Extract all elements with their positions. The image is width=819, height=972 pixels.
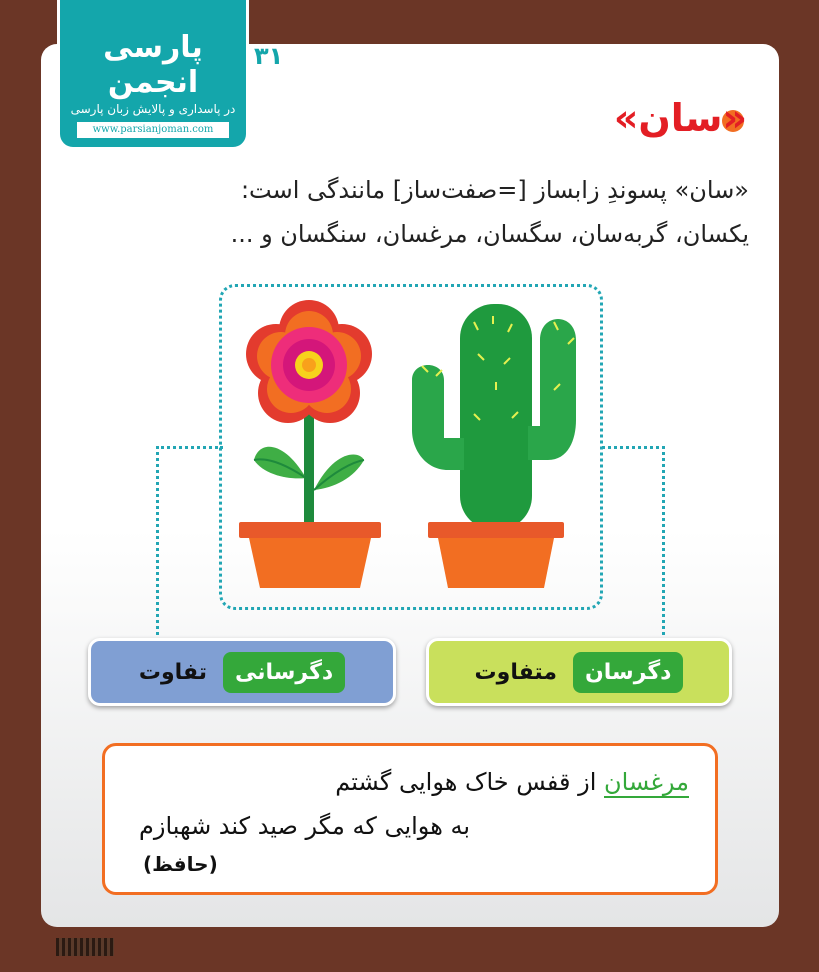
pill-degarsan: دگرسان (573, 652, 683, 693)
page-number: ۳۱ (254, 42, 284, 70)
box-degarsan (426, 638, 732, 706)
paragraph-line-1: «سان» پسوندِ زابساز [=صفت‌ساز] مانندگی است: (240, 176, 749, 204)
poem-author: (حافظ) (143, 852, 218, 876)
flower-pot-icon (234, 300, 394, 592)
poem-box (102, 743, 718, 895)
logo (57, 0, 249, 150)
footer-mark (56, 938, 114, 956)
logo-tagline: در پاسداری و پالایش زبان پارسی (70, 102, 236, 116)
box-degarsani (88, 638, 396, 706)
cactus-pot-icon (408, 300, 578, 592)
poem-line-1-rest: از قفس خاک هوایی گشتم (335, 768, 604, 796)
word-tafavot: تفاوت (138, 659, 207, 685)
left-connector (156, 446, 223, 635)
poem-line-2: به هوایی که مگر صید کند شهبازم (139, 812, 471, 840)
pill-degarsani: دگرسانی (223, 652, 345, 693)
poem-key-word: مرغسان (604, 768, 689, 796)
paragraph-line-2: یکسان، گربه‌سان، سگسان، مرغسان، سنگسان و ... (230, 220, 749, 248)
word-motafavet: متفاوت (474, 659, 558, 685)
poem-line-1 (335, 768, 689, 796)
page-heading: «سان» (613, 96, 747, 140)
right-connector (602, 446, 665, 635)
logo-name: پارسی انجمن (103, 30, 203, 100)
logo-url: www.parsianjoman.com (77, 122, 229, 138)
